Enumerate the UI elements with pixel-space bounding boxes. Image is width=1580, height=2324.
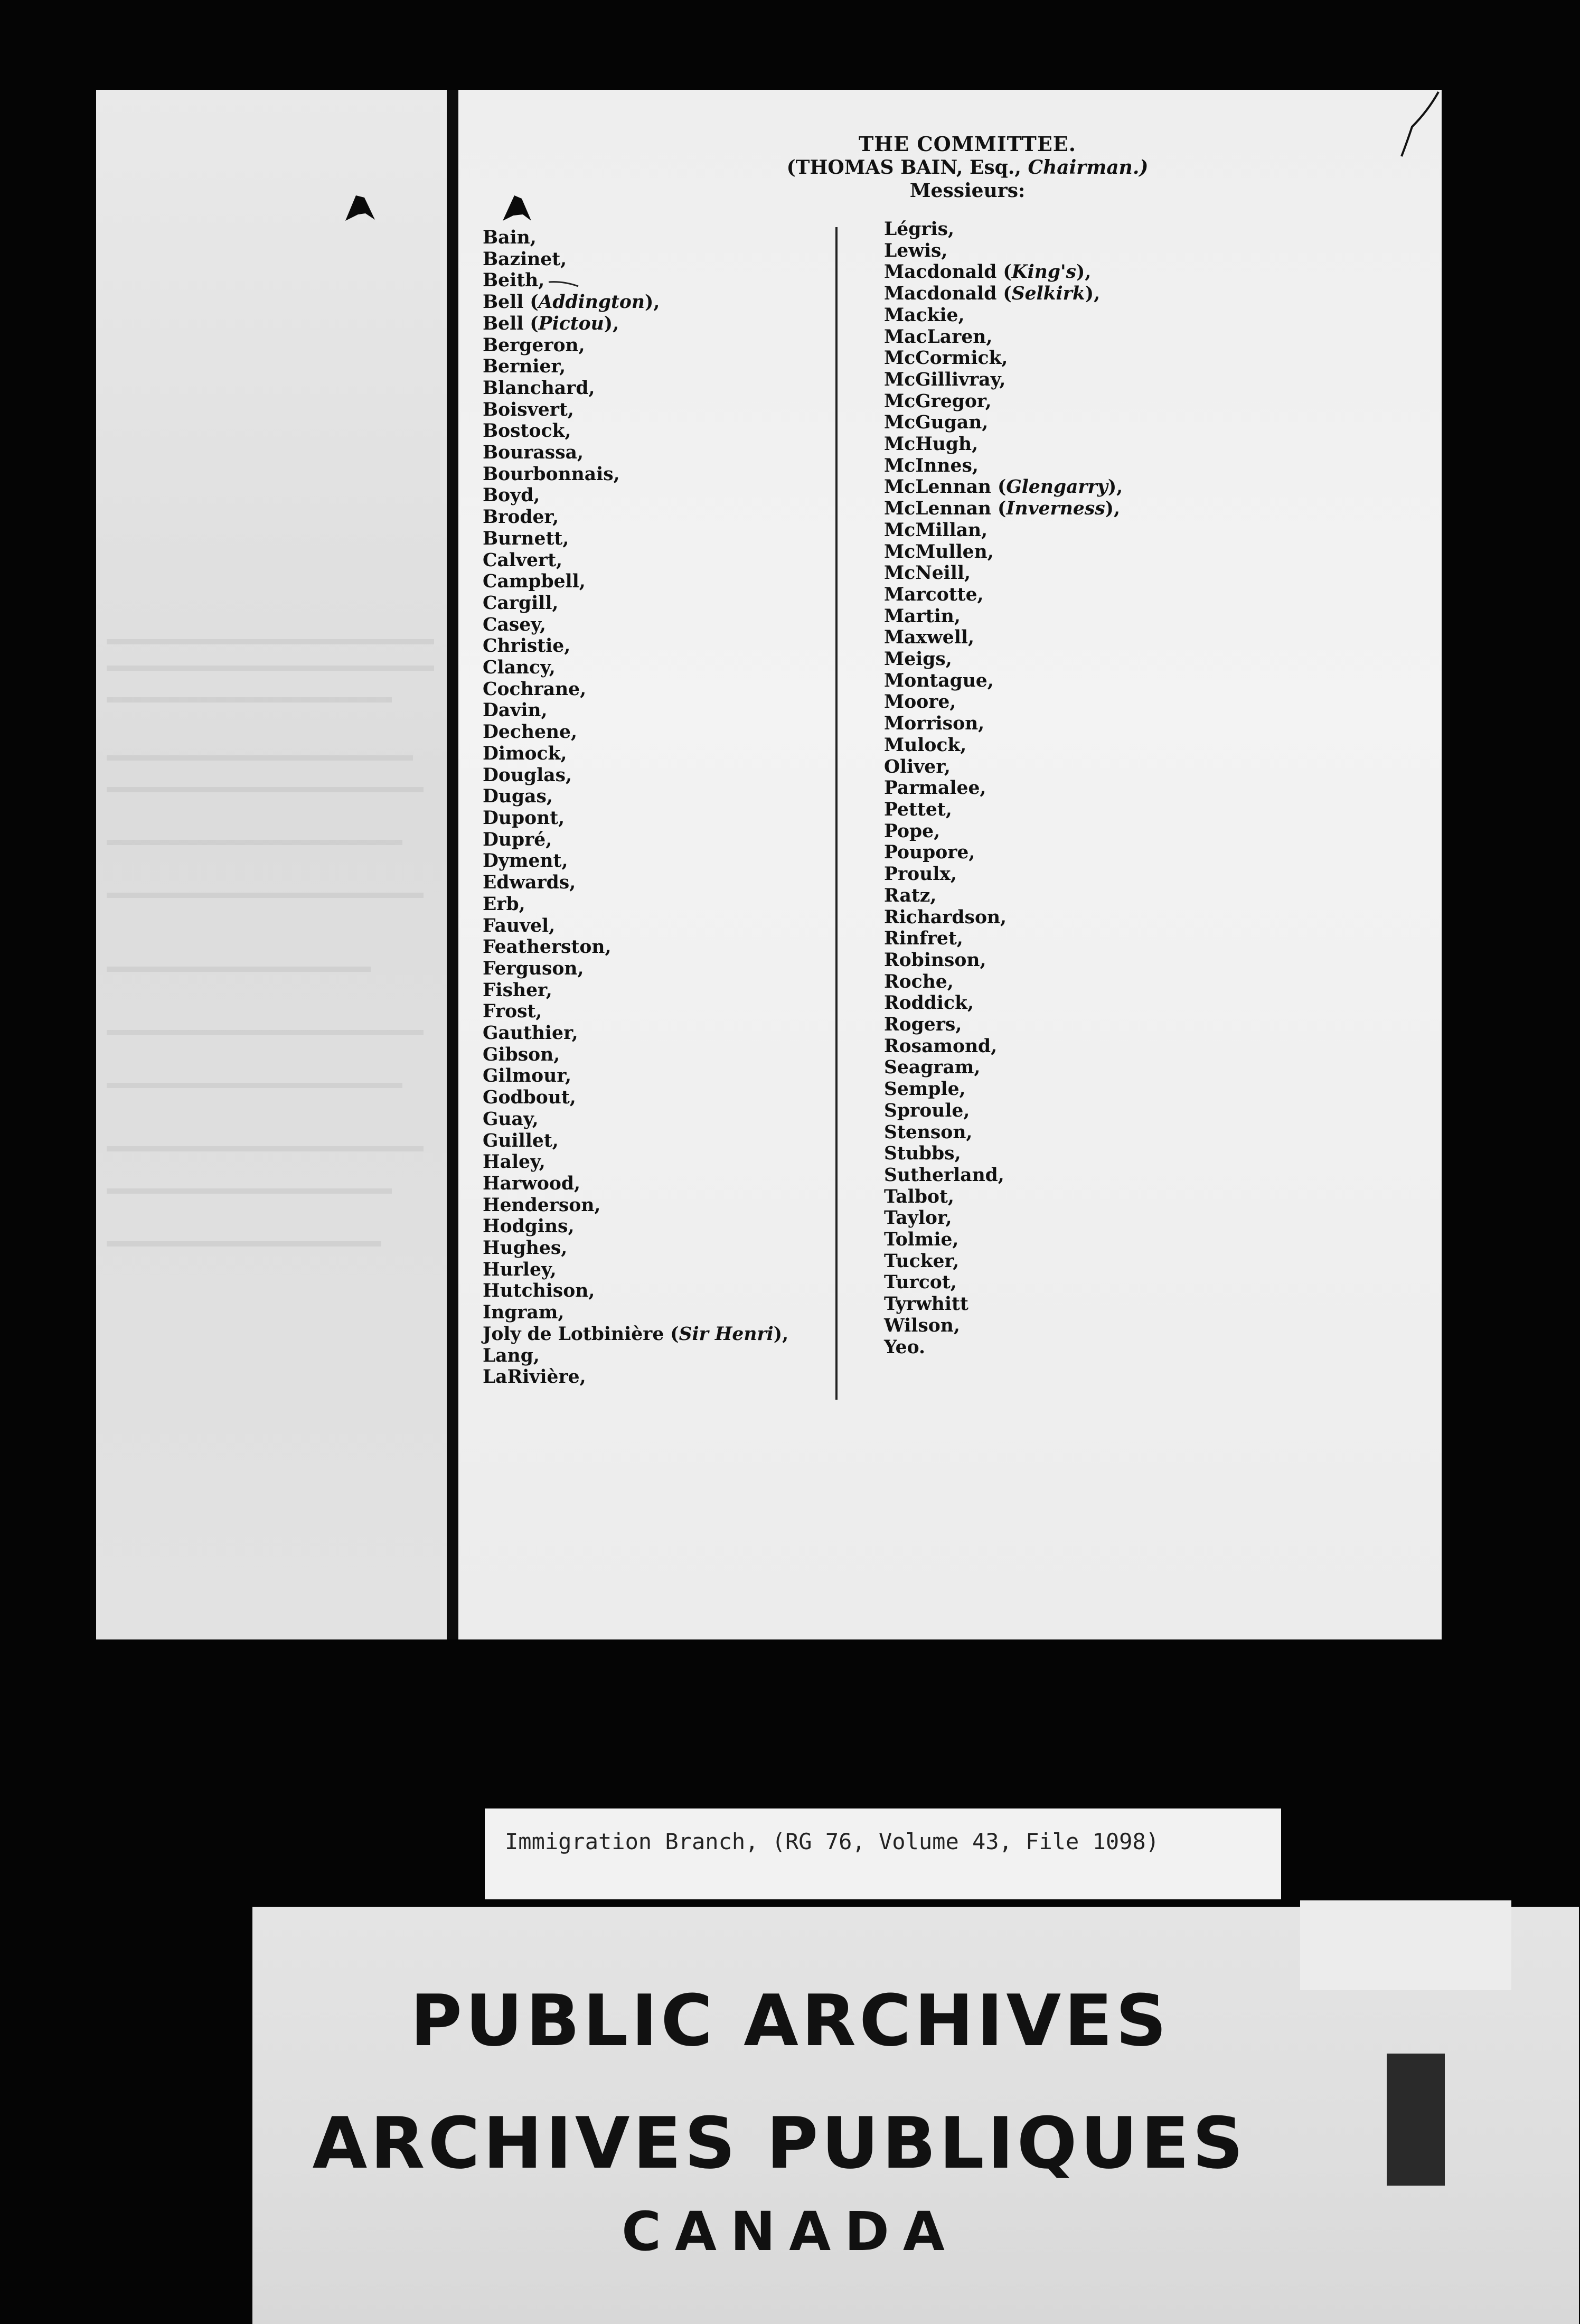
member-surname: Ingram,: [483, 1302, 565, 1324]
bleed-through-line: [107, 967, 371, 972]
member-name: [483, 507, 788, 528]
member-name: [884, 1165, 1123, 1186]
member-constituency: Selkirk: [1011, 283, 1085, 305]
member-surname: Montague,: [884, 670, 994, 691]
member-surname: Hutchison,: [483, 1280, 595, 1302]
member-name: [483, 721, 788, 743]
member-name: [884, 498, 1123, 520]
member-name: [884, 1100, 1123, 1122]
member-constituency: Pictou: [538, 313, 604, 334]
member-surname: Oliver,: [884, 756, 951, 777]
member-surname: Robinson,: [884, 949, 986, 971]
member-surname: Gibson,: [483, 1044, 560, 1065]
member-name: [483, 593, 788, 614]
chairman-role: Chairman.): [1028, 156, 1149, 179]
member-surname: Morrison,: [884, 713, 985, 735]
member-name: [884, 520, 1123, 541]
member-surname: Dyment,: [483, 850, 568, 872]
member-surname: McHugh,: [884, 434, 979, 455]
member-name: [483, 958, 788, 980]
member-surname: Dupont,: [483, 807, 565, 829]
member-name: [884, 326, 1123, 348]
bleed-through-line: [107, 1146, 424, 1151]
member-surname: Marcotte,: [884, 584, 984, 605]
member-surname: Bernier,: [483, 356, 566, 378]
member-surname: Mackie,: [884, 304, 965, 326]
member-name: [483, 1280, 788, 1302]
punch-hole-icon: [501, 194, 532, 223]
corner-tick-icon: [1396, 90, 1442, 158]
member-name: [884, 1186, 1123, 1208]
member-surname: Godbout,: [483, 1087, 576, 1109]
member-name: [884, 1294, 1123, 1315]
member-punctuation: ),: [645, 292, 660, 313]
member-surname: Sutherland,: [884, 1164, 1004, 1186]
member-punctuation: ),: [604, 313, 619, 334]
member-name: [483, 1044, 788, 1066]
member-name: [483, 679, 788, 700]
member-name: [483, 635, 788, 657]
member-surname: Hurley,: [483, 1259, 557, 1280]
member-surname: Taylor,: [884, 1207, 952, 1229]
member-name: [884, 1315, 1123, 1337]
member-name: [884, 777, 1123, 799]
member-surname: McGregor,: [884, 390, 992, 412]
bleed-through-line: [107, 639, 434, 644]
member-surname: Haley,: [483, 1151, 546, 1173]
member-constituency: King's: [1011, 261, 1076, 283]
member-surname: Casey,: [483, 614, 546, 635]
member-name: [483, 657, 788, 679]
stamp-line-english: PUBLIC ARCHIVES: [410, 1980, 1170, 2062]
member-surname: MacLaren,: [884, 326, 993, 348]
bleed-through-line: [107, 1241, 381, 1247]
bleed-through-line: [107, 840, 402, 845]
member-surname: McNeill,: [884, 563, 971, 584]
bleed-through-line: [107, 1188, 392, 1194]
member-punctuation: ),: [1107, 476, 1123, 498]
member-surname: Richardson,: [884, 906, 1007, 928]
chairman-name: (THOMAS BAIN, Esq.,: [786, 156, 1021, 179]
stamp-tab: [1300, 1900, 1511, 1990]
member-name: [483, 378, 788, 399]
member-name: [483, 1023, 788, 1044]
member-surname: Fisher,: [483, 979, 552, 1001]
member-constituency: Addington: [538, 292, 645, 313]
member-name: [483, 1324, 788, 1345]
member-name: [884, 261, 1123, 283]
member-surname: Broder,: [483, 507, 559, 528]
member-surname: Bourbonnais,: [483, 463, 620, 485]
member-punctuation: ),: [1085, 283, 1101, 305]
member-surname: McGugan,: [884, 412, 989, 434]
bleed-through-line: [107, 787, 424, 792]
member-name: [483, 1259, 788, 1281]
member-name: [483, 1065, 788, 1087]
member-surname: Talbot,: [884, 1186, 954, 1207]
member-name: [884, 434, 1123, 455]
member-name: [483, 614, 788, 636]
member-surname: Gauthier,: [483, 1023, 578, 1044]
member-name: [884, 219, 1123, 240]
member-name: [483, 894, 788, 915]
member-surname: McInnes,: [884, 455, 979, 476]
member-name: [483, 1345, 788, 1367]
member-surname: Bostock,: [483, 420, 571, 442]
member-name: [483, 980, 788, 1001]
member-name: [483, 1173, 788, 1195]
member-surname: Boyd,: [483, 485, 540, 507]
member-name: [884, 842, 1123, 864]
member-surname: Sproule,: [884, 1100, 970, 1121]
member-surname: Meigs,: [884, 649, 952, 670]
member-surname: Guay,: [483, 1108, 539, 1130]
member-surname: Tolmie,: [884, 1229, 959, 1251]
member-surname: Erb,: [483, 893, 525, 915]
folded-left-panel: [96, 90, 451, 1639]
member-name: [884, 563, 1123, 584]
member-name: [884, 971, 1123, 993]
member-name: [483, 292, 788, 313]
member-surname: Rosamond,: [884, 1035, 998, 1057]
member-name: [483, 227, 788, 249]
member-name: [483, 1087, 788, 1109]
member-surname: Pope,: [884, 820, 941, 842]
member-surname: Martin,: [884, 605, 961, 627]
member-surname: Rogers,: [884, 1014, 962, 1036]
member-surname: Lang,: [483, 1345, 540, 1366]
member-surname: Cargill,: [483, 592, 559, 614]
member-name: [884, 713, 1123, 735]
member-constituency: Sir Henri: [679, 1323, 774, 1345]
member-name: [483, 1238, 788, 1259]
member-name: [884, 476, 1123, 498]
member-name: [483, 743, 788, 765]
member-name: [884, 584, 1123, 606]
member-surname: Dupré,: [483, 829, 552, 850]
column-divider: [835, 227, 838, 1400]
bleed-through-line: [107, 755, 413, 761]
member-surname: Tucker,: [884, 1250, 960, 1272]
member-surname: Stubbs,: [884, 1143, 961, 1165]
punch-hole-icon: [344, 194, 376, 223]
member-surname: Hughes,: [483, 1238, 568, 1259]
member-surname: Wilson,: [884, 1315, 960, 1336]
member-surname: Gilmour,: [483, 1065, 571, 1087]
member-name: [483, 528, 788, 550]
member-name: [884, 541, 1123, 563]
member-surname: Poupore,: [884, 842, 975, 864]
member-name: [884, 907, 1123, 929]
member-surname: Featherston,: [483, 936, 612, 958]
member-surname: McMullen,: [884, 541, 994, 563]
member-name: [483, 335, 788, 357]
member-name: [884, 864, 1123, 885]
member-surname: Seagram,: [884, 1057, 981, 1079]
member-name: [483, 1302, 788, 1324]
member-name: [884, 691, 1123, 713]
member-name: [884, 1337, 1123, 1358]
member-surname: McCormick,: [884, 348, 1008, 369]
member-surname: Ratz,: [884, 885, 937, 906]
member-name: [483, 485, 788, 507]
member-punctuation: ),: [1105, 498, 1120, 520]
member-name: [884, 1057, 1123, 1079]
member-name: [483, 356, 788, 378]
member-surname: Rinfret,: [884, 928, 963, 950]
members-label: Messieurs:: [909, 180, 1026, 202]
member-name: [884, 1036, 1123, 1057]
member-surname: Stenson,: [884, 1121, 973, 1143]
member-name: [483, 850, 788, 872]
member-name: [483, 1001, 788, 1023]
member-surname: Joly de Lotbinière (: [483, 1323, 679, 1345]
member-constituency: Inverness: [1006, 498, 1105, 520]
member-list-left: [483, 227, 788, 1388]
member-surname: Macdonald (: [884, 261, 1012, 283]
member-surname: Bergeron,: [483, 334, 585, 356]
member-name: [483, 1366, 788, 1388]
bleed-through-line: [107, 1030, 424, 1035]
member-surname: Edwards,: [483, 872, 576, 894]
member-name: [483, 464, 788, 485]
bleed-through-line: [107, 697, 392, 702]
member-surname: Beith,: [483, 270, 545, 292]
member-name: [884, 649, 1123, 670]
member-surname: Semple,: [884, 1079, 966, 1100]
member-surname: Christie,: [483, 635, 571, 657]
committee-title: THE COMMITTEE.: [859, 132, 1076, 156]
member-name: [483, 1151, 788, 1173]
member-surname: McMillan,: [884, 519, 988, 541]
member-surname: Bell (: [483, 313, 539, 334]
member-surname: Tyrwhitt: [884, 1294, 968, 1315]
member-name: [483, 829, 788, 851]
member-name: [483, 1216, 788, 1238]
member-name: [483, 872, 788, 894]
member-surname: Blanchard,: [483, 377, 595, 399]
member-punctuation: ),: [773, 1323, 789, 1345]
member-surname: Macdonald (: [884, 283, 1012, 305]
member-name: [483, 700, 788, 721]
member-surname: Clancy,: [483, 657, 556, 679]
member-surname: Parmalee,: [884, 777, 986, 799]
member-surname: Boisvert,: [483, 399, 574, 420]
member-surname: Bell (: [483, 292, 539, 313]
member-surname: Roche,: [884, 971, 954, 992]
member-name: [884, 1014, 1123, 1036]
member-name: [884, 1122, 1123, 1144]
member-name: [884, 348, 1123, 369]
member-surname: Davin,: [483, 700, 548, 721]
member-surname: Dimock,: [483, 743, 567, 764]
member-name: [483, 420, 788, 442]
fold-shadow: [447, 90, 458, 1639]
member-name: [884, 928, 1123, 950]
member-name: [884, 412, 1123, 434]
stamp-line-french: ARCHIVES PUBLIQUES: [312, 2102, 1247, 2185]
member-surname: Bourassa,: [483, 442, 584, 464]
reference-text: Immigration Branch, (RG 76, Volume 43, File 1098): [505, 1829, 1160, 1854]
member-surname: Douglas,: [483, 764, 572, 786]
member-surname: McLennan (: [884, 498, 1007, 520]
member-surname: Yeo.: [884, 1336, 925, 1358]
bleed-through-line: [107, 1083, 402, 1088]
member-name: [483, 786, 788, 808]
member-name: [884, 885, 1123, 907]
member-surname: Turcot,: [884, 1272, 957, 1294]
member-name: [884, 1272, 1123, 1294]
member-name: [884, 756, 1123, 778]
bleed-through-line: [107, 893, 424, 898]
stamp-line-country: CANADA: [622, 2200, 958, 2263]
member-surname: Henderson,: [483, 1194, 601, 1216]
member-name: [483, 1109, 788, 1130]
member-name: [884, 1143, 1123, 1165]
member-name: [884, 283, 1123, 305]
member-name: [483, 936, 788, 958]
member-surname: Bazinet,: [483, 248, 567, 270]
member-name: [884, 992, 1123, 1014]
member-surname: Mulock,: [884, 734, 967, 756]
member-name: [884, 670, 1123, 692]
member-name: [483, 313, 788, 335]
member-name: [884, 369, 1123, 391]
member-name: [483, 1195, 788, 1216]
member-name: [884, 821, 1123, 842]
member-constituency: Glengarry: [1006, 476, 1108, 498]
member-surname: LaRivière,: [483, 1366, 586, 1388]
member-name: [884, 305, 1123, 326]
member-name: [483, 399, 788, 421]
member-surname: Burnett,: [483, 528, 569, 549]
member-name: [483, 571, 788, 593]
member-surname: Roddick,: [884, 992, 974, 1014]
member-name: [884, 950, 1123, 971]
member-name: [483, 765, 788, 786]
member-name: [884, 1207, 1123, 1229]
member-surname: Lewis,: [884, 240, 948, 261]
member-name: [884, 391, 1123, 413]
member-name: [483, 249, 788, 270]
member-surname: Hodgins,: [483, 1216, 575, 1238]
member-surname: Cochrane,: [483, 678, 587, 700]
member-list-right: [884, 219, 1123, 1358]
reference-label: [485, 1808, 1281, 1899]
member-surname: Maxwell,: [884, 627, 974, 649]
member-name: [884, 240, 1123, 262]
bleed-through-line: [107, 666, 434, 671]
member-name: [884, 606, 1123, 627]
member-name: [884, 455, 1123, 477]
member-name: [884, 1079, 1123, 1100]
member-surname: Moore,: [884, 691, 956, 713]
member-name: [884, 627, 1123, 649]
member-surname: Fauvel,: [483, 915, 556, 936]
member-surname: Frost,: [483, 1001, 542, 1023]
member-surname: McGillivray,: [884, 369, 1006, 390]
member-surname: Ferguson,: [483, 958, 584, 979]
member-surname: Proulx,: [884, 864, 957, 885]
member-name: [884, 799, 1123, 821]
member-name: [884, 735, 1123, 756]
member-name: [884, 1251, 1123, 1272]
member-surname: Calvert,: [483, 549, 563, 571]
member-name: [483, 442, 788, 464]
member-surname: Dechene,: [483, 721, 577, 743]
member-surname: Guillet,: [483, 1130, 559, 1151]
member-surname: Campbell,: [483, 571, 586, 593]
member-name: [483, 270, 788, 292]
member-surname: Pettet,: [884, 799, 952, 820]
member-name: [483, 1130, 788, 1152]
member-surname: Légris,: [884, 219, 955, 240]
member-name: [483, 550, 788, 571]
member-name: [884, 1229, 1123, 1251]
member-surname: Harwood,: [483, 1173, 580, 1194]
member-surname: Dugas,: [483, 786, 553, 808]
member-surname: Bain,: [483, 227, 537, 248]
member-surname: McLennan (: [884, 476, 1007, 498]
member-punctuation: ),: [1076, 261, 1092, 283]
member-name: [483, 915, 788, 937]
chairman-line: [571, 156, 1363, 179]
member-name: [483, 808, 788, 829]
